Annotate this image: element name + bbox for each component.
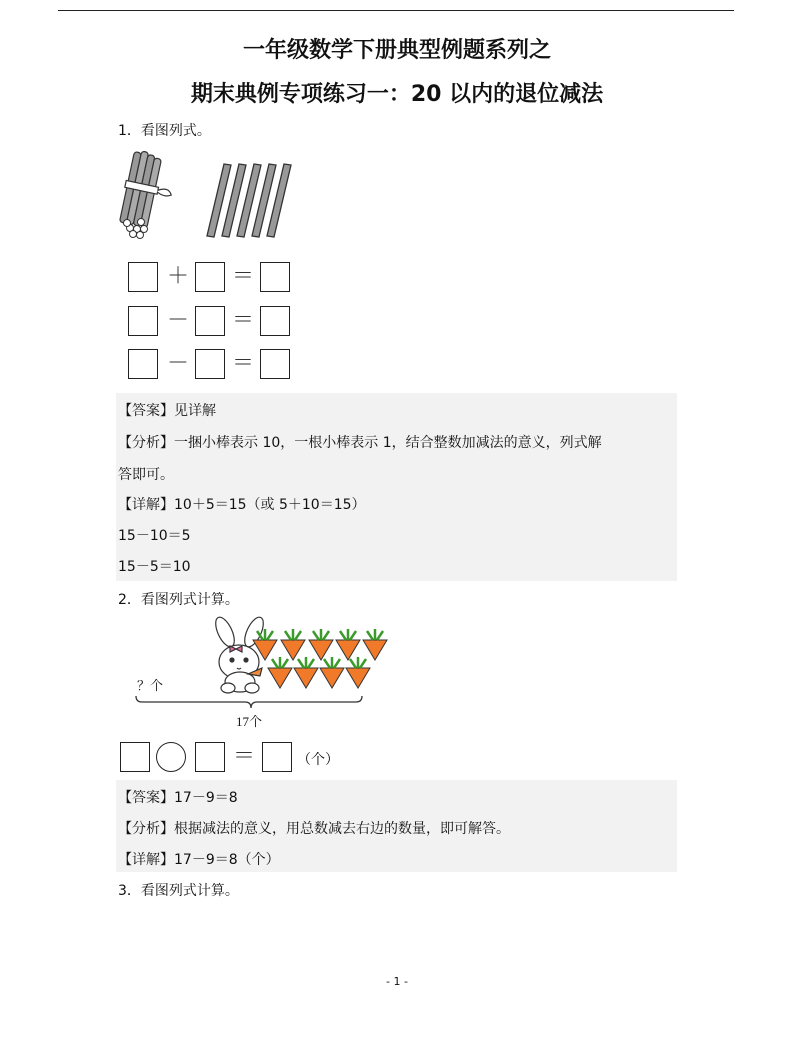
carrot-icon bbox=[346, 657, 370, 688]
q2-operator-circle[interactable] bbox=[156, 742, 186, 772]
q1-row2-box1[interactable] bbox=[128, 306, 158, 336]
rabbit-carrots-illustration bbox=[130, 614, 400, 729]
stick-bundle-icon bbox=[118, 149, 179, 238]
carrot-icon bbox=[281, 629, 305, 660]
document-title: 一年级数学下册典型例题系列之 bbox=[242, 38, 551, 63]
q1-row1-equals: ＝ bbox=[231, 264, 254, 289]
rabbit-icon bbox=[212, 615, 267, 693]
top-rule bbox=[58, 10, 734, 11]
q1-row3-equals: ＝ bbox=[231, 351, 254, 376]
q1-row1-box3[interactable] bbox=[260, 262, 290, 292]
q1-row1-box1[interactable] bbox=[128, 262, 158, 292]
carrot-icon bbox=[294, 657, 318, 688]
carrot-icon bbox=[268, 657, 292, 688]
q2-box1[interactable] bbox=[120, 742, 150, 772]
q1-row1-box2[interactable] bbox=[195, 262, 225, 292]
sticks-illustration bbox=[112, 148, 312, 243]
q1-detail-line1: 【详解】10＋5＝15（或 5＋10＝15） bbox=[118, 497, 366, 513]
q1-detail-line3: 15－5＝10 bbox=[118, 559, 191, 575]
q1-detail-line2: 15－10＝5 bbox=[118, 528, 191, 544]
q2-box2[interactable] bbox=[195, 742, 225, 772]
q1-analysis-line1: 【分析】一捆小棒表示 10，一根小棒表示 1，结合整数加减法的意义，列式解 bbox=[118, 435, 602, 451]
q3-heading: 3．看图列式计算。 bbox=[118, 883, 239, 899]
total-count-label: 17个 bbox=[236, 714, 263, 729]
q2-heading: 2．看图列式计算。 bbox=[118, 592, 239, 608]
unknown-count-label: ？个 bbox=[137, 679, 164, 694]
q1-row3-box1[interactable] bbox=[128, 349, 158, 379]
q1-heading: 1．看图列式。 bbox=[118, 123, 211, 139]
q1-row2-equals: ＝ bbox=[231, 308, 254, 333]
q1-row2-box2[interactable] bbox=[195, 306, 225, 336]
page-number: - 1 - bbox=[386, 975, 408, 988]
single-sticks-icon bbox=[207, 164, 291, 237]
q2-answer: 【答案】17－9＝8 bbox=[118, 790, 238, 806]
q1-row3-box3[interactable] bbox=[260, 349, 290, 379]
q1-row3-box2[interactable] bbox=[195, 349, 225, 379]
carrot-icons bbox=[253, 629, 387, 688]
document-subtitle: 期末典例专项练习一：20 以内的退位减法 bbox=[190, 82, 604, 107]
carrot-icon bbox=[363, 629, 387, 660]
q1-row3-operator: － bbox=[166, 351, 189, 376]
q2-box3[interactable] bbox=[262, 742, 292, 772]
q1-answer: 【答案】见详解 bbox=[118, 403, 216, 419]
q1-row1-operator: ＋ bbox=[166, 264, 189, 289]
q1-row2-operator: － bbox=[166, 308, 189, 333]
q2-unit: （个） bbox=[297, 752, 339, 768]
q1-answer-panel bbox=[116, 393, 677, 581]
q2-equals: ＝ bbox=[232, 744, 255, 769]
q2-detail: 【详解】17－9＝8（个） bbox=[118, 852, 280, 868]
carrot-icon bbox=[320, 657, 344, 688]
carrot-icon bbox=[309, 629, 333, 660]
total-brace bbox=[136, 696, 362, 708]
q1-row2-box3[interactable] bbox=[260, 306, 290, 336]
carrot-icon bbox=[336, 629, 360, 660]
q1-analysis-line2: 答即可。 bbox=[118, 467, 174, 483]
q2-analysis: 【分析】根据减法的意义，用总数减去右边的数量，即可解答。 bbox=[118, 821, 510, 837]
